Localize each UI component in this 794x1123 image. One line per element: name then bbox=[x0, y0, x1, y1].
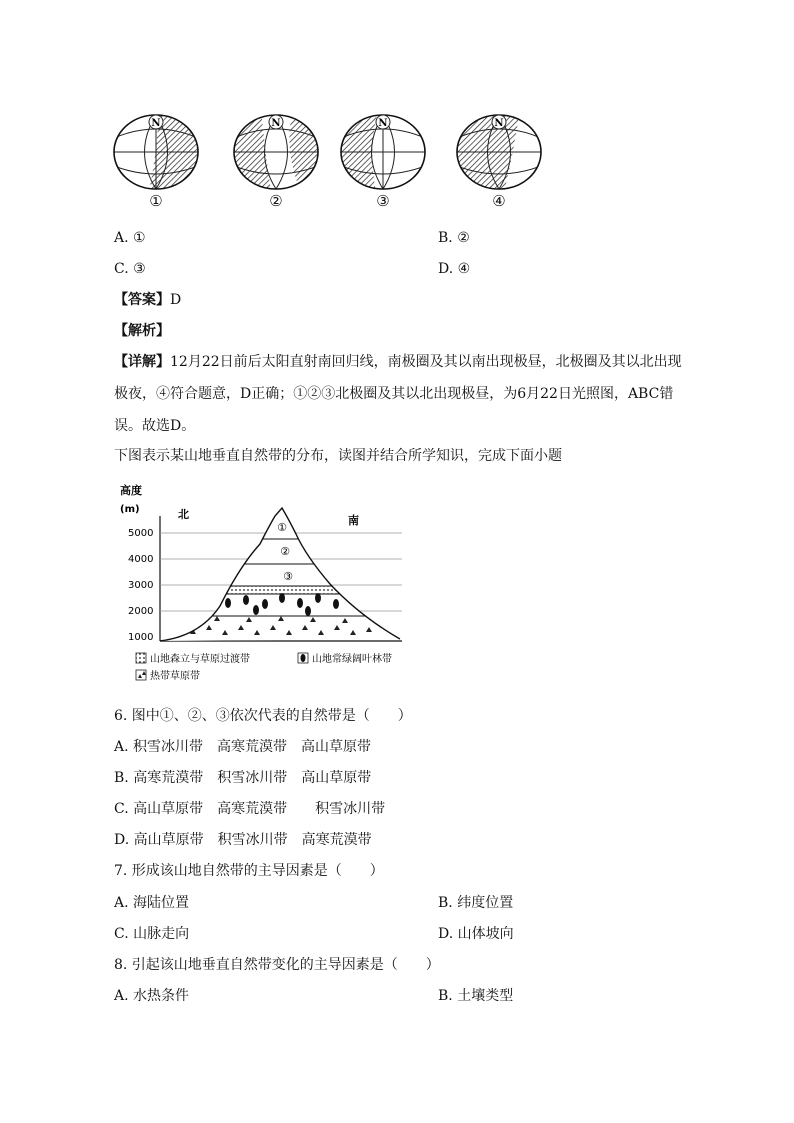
q6-option-b: B. 高寒荒漠带 积雪冰川带 高山草原带 bbox=[114, 770, 372, 786]
q7-option-d: D. 山体坡向 bbox=[438, 926, 514, 942]
globe-3-label: ③ bbox=[376, 192, 390, 210]
q5-option-b: B. ② bbox=[438, 230, 470, 246]
detail-text: 12月22日前后太阳直射南回归线，南极圈及其以南出现极昼，北极圈及其以北出现极夜，④符合题意，D正确；①②③北极圈及其以北出现极昼，为6月22日光照图，ABC错误。故选D。 bbox=[114, 354, 682, 434]
globe-4-illustration bbox=[454, 110, 544, 192]
y-axis-title: 高度 bbox=[120, 484, 142, 497]
mountain-zonation-figure bbox=[110, 476, 420, 696]
svg-text:N: N bbox=[151, 118, 161, 129]
globe-1-illustration bbox=[111, 110, 201, 192]
q5-option-a: A. ① bbox=[114, 230, 146, 246]
globe-3 bbox=[337, 110, 429, 210]
globe-4 bbox=[453, 110, 545, 210]
mountain-zonation-diagram bbox=[110, 476, 420, 696]
tick-5000: 5000 bbox=[128, 528, 154, 539]
globe-1 bbox=[110, 110, 202, 210]
globe-1-label: ① bbox=[149, 192, 163, 210]
y-axis-unit: (m) bbox=[120, 504, 140, 515]
q6-option-d: D. 高山草原带 积雪冰川带 高寒荒漠带 bbox=[114, 832, 372, 848]
zone-3-label: ③ bbox=[283, 570, 293, 583]
legend-transition-swatch bbox=[136, 653, 146, 663]
q5-option-d: D. ④ bbox=[438, 261, 471, 277]
svg-text:N: N bbox=[494, 118, 504, 129]
q7-stem: 7. 形成该山地自然带的主导因素是（ ） bbox=[114, 863, 384, 879]
tick-1000: 1000 bbox=[128, 632, 154, 643]
answer-label: 【答案】 bbox=[114, 292, 170, 308]
figure-intro: 下图表示某山地垂直自然带的分布，读图并结合所学知识，完成下面小题 bbox=[114, 448, 562, 464]
svg-text:N: N bbox=[378, 118, 388, 129]
zone-2-label: ② bbox=[280, 545, 290, 558]
q6-option-c: C. 高山草原带 高寒荒漠带 积雪冰川带 bbox=[114, 801, 386, 817]
legend-transition-text: 山地森立与草原过渡带 bbox=[150, 654, 250, 665]
tick-2000: 2000 bbox=[128, 606, 154, 617]
detail-label: 【详解】 bbox=[114, 354, 170, 370]
north-label: 北 bbox=[178, 508, 189, 521]
q7-option-b: B. 纬度位置 bbox=[438, 895, 514, 911]
tick-3000: 3000 bbox=[128, 580, 154, 591]
globe-4-label: ④ bbox=[492, 192, 506, 210]
globe-2-illustration bbox=[231, 110, 321, 192]
legend-forest-text: 山地常绿阔叶林带 bbox=[312, 654, 392, 665]
q8-option-a: A. 水热条件 bbox=[114, 988, 190, 1004]
q5-option-c: C. ③ bbox=[114, 261, 146, 277]
globe-2-label: ② bbox=[269, 192, 283, 210]
q7-option-c: C. 山脉走向 bbox=[114, 926, 190, 942]
globe-figure-row bbox=[110, 110, 570, 210]
answer-line bbox=[114, 290, 181, 310]
globe-3-illustration bbox=[338, 110, 428, 192]
q6-option-a: A. 积雪冰川带 高寒荒漠带 高山草原带 bbox=[114, 739, 372, 755]
globe-2 bbox=[230, 110, 322, 210]
svg-text:N: N bbox=[271, 118, 281, 129]
detail-paragraph bbox=[114, 346, 684, 442]
q6-stem: 6. 图中①、②、③依次代表的自然带是（ ） bbox=[114, 708, 412, 724]
answer-value: D bbox=[170, 292, 182, 308]
zone-1-label: ① bbox=[277, 521, 287, 534]
tick-4000: 4000 bbox=[128, 554, 154, 565]
q8-option-b: B. 土壤类型 bbox=[438, 988, 514, 1004]
q7-option-a: A. 海陆位置 bbox=[114, 895, 190, 911]
analysis-label: 【解析】 bbox=[114, 323, 170, 339]
south-label: 南 bbox=[348, 514, 359, 527]
legend-savanna-text: 热带草原带 bbox=[150, 671, 200, 682]
q8-stem: 8. 引起该山地垂直自然带变化的主导因素是（ ） bbox=[114, 957, 440, 973]
